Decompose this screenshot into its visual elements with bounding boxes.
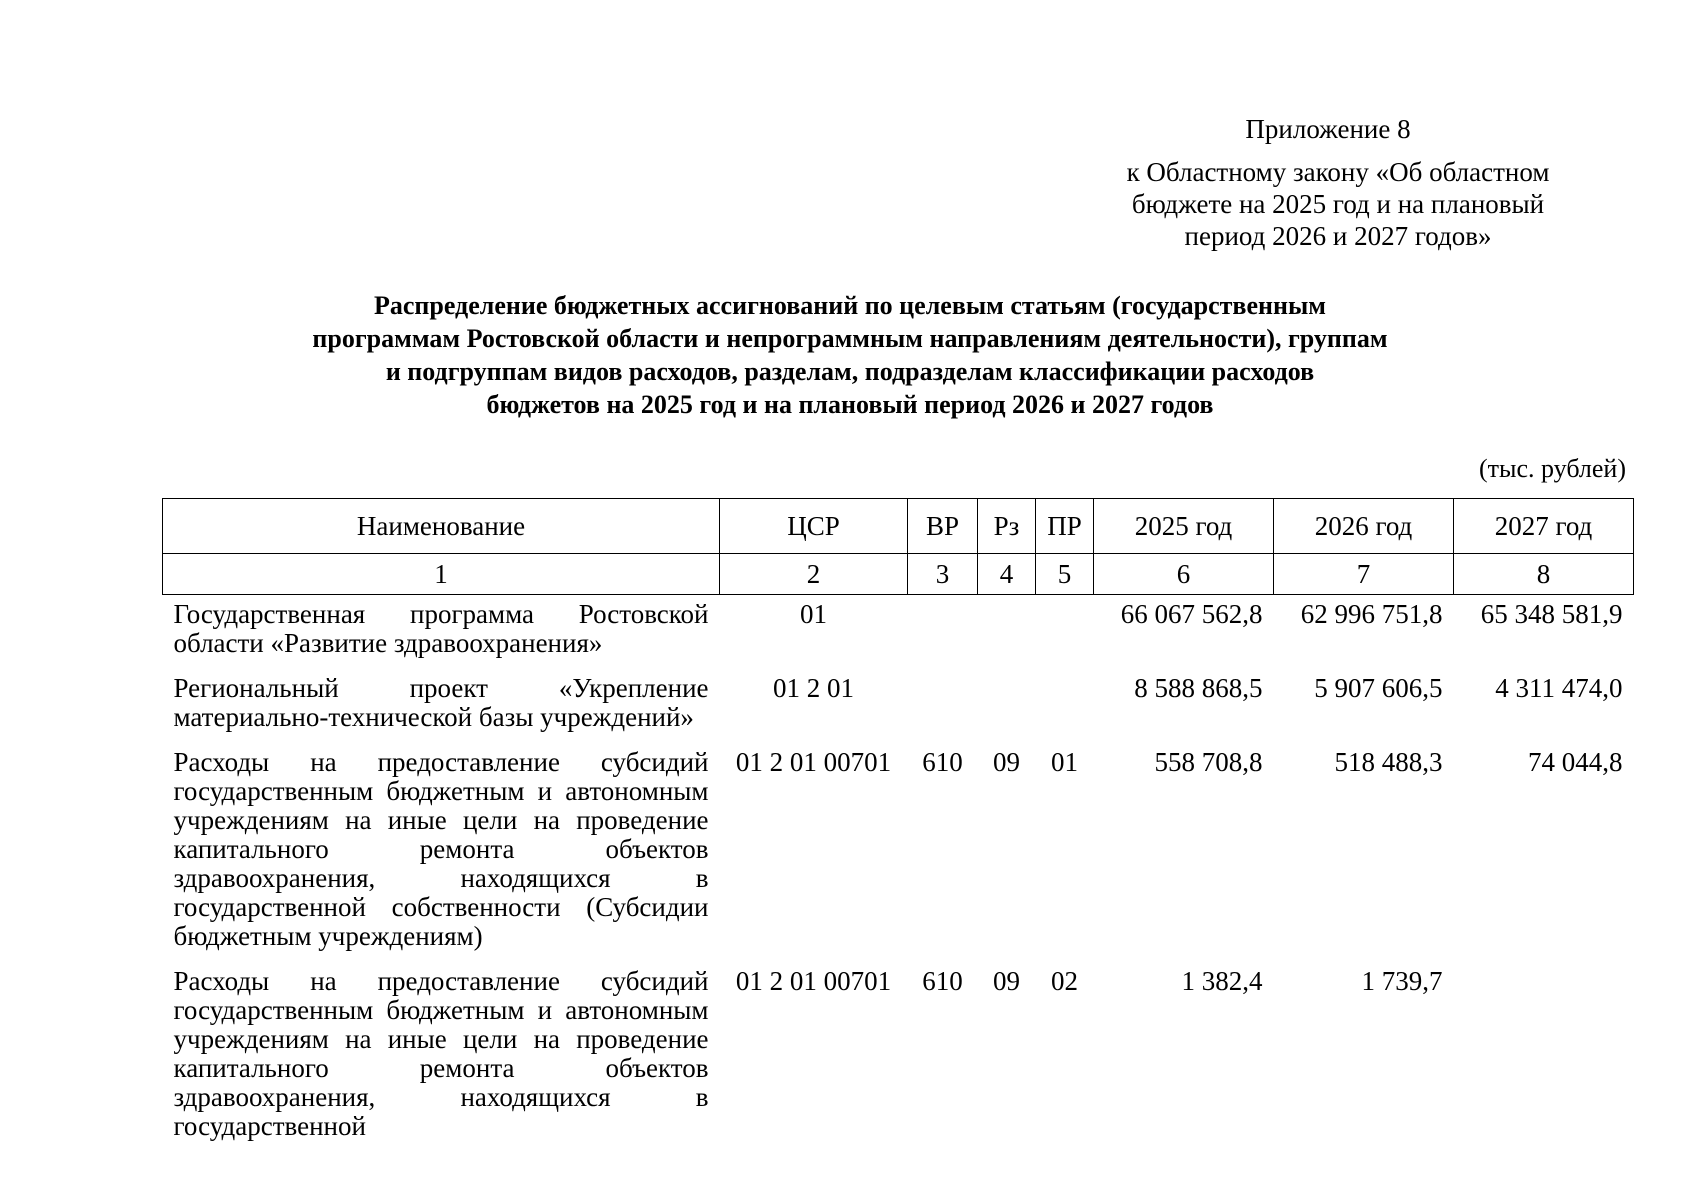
row-2025: 558 708,8 — [1154, 747, 1263, 777]
column-number: 1 — [163, 554, 720, 595]
row-rz: 09 — [993, 966, 1020, 996]
row-2026: 1 739,7 — [1361, 966, 1443, 996]
row-rz — [978, 595, 1036, 667]
unit-label: (тыс. рублей) — [1478, 454, 1626, 483]
row-name: Расходы на предоставление субсидий государственным бюджетным и автономным учреждениям на иные цели на проведение капитального ремонта объектов здравоохранения, находящихся в государственной — [173, 966, 709, 1141]
header-2025: 2025 год — [1094, 499, 1274, 554]
row-2027: 4 311 474,0 — [1495, 673, 1623, 703]
row-csr: 01 2 01 — [773, 673, 854, 703]
header-name: Наименование — [163, 499, 720, 554]
header-csr: ЦСР — [720, 499, 908, 554]
column-number: 6 — [1094, 554, 1274, 595]
title-line: Распределение бюджетных ассигнований по целевым статьям (государственным — [374, 291, 1326, 320]
column-number: 4 — [978, 554, 1036, 595]
column-number-row — [163, 554, 1634, 595]
row-2026: 5 907 606,5 — [1314, 673, 1443, 703]
row-pr: 01 — [1051, 747, 1078, 777]
column-number: 5 — [1036, 554, 1094, 595]
row-vr: 610 — [922, 747, 963, 777]
header-pr: ПР — [1036, 499, 1094, 554]
row-2025: 8 588 868,5 — [1134, 673, 1263, 703]
title-line: и подгруппам видов расходов, разделам, подразделам классификации расходов — [385, 357, 1315, 386]
column-number: 7 — [1274, 554, 1454, 595]
row-csr: 01 — [800, 599, 827, 629]
row-2027: 74 044,8 — [1528, 747, 1623, 777]
row-csr: 01 2 01 00701 — [735, 747, 892, 777]
table-row — [163, 740, 1634, 959]
appendix-line: бюджете на 2025 год и на плановый — [1131, 189, 1545, 219]
appendix-number: Приложение 8 — [1245, 114, 1411, 144]
row-csr: 01 2 01 00701 — [735, 966, 892, 996]
row-name: Региональный проект «Укрепление материально-технической базы учреждений» — [173, 673, 709, 732]
row-rz — [978, 666, 1036, 740]
table-row — [163, 595, 1634, 667]
header-vr: ВР — [908, 499, 978, 554]
row-2026: 518 488,3 — [1334, 747, 1443, 777]
table-row — [163, 666, 1634, 740]
column-number: 8 — [1454, 554, 1634, 595]
appendix-line: к Областному закону «Об областном — [1126, 157, 1550, 187]
row-pr: 02 — [1051, 966, 1078, 996]
row-pr — [1036, 666, 1094, 740]
row-vr — [908, 595, 978, 667]
document-title — [200, 289, 1500, 421]
row-2027: 65 348 581,9 — [1480, 599, 1623, 629]
row-name: Государственная программа Ростовской области «Развитие здравоохранения» — [173, 599, 709, 658]
column-number: 2 — [720, 554, 908, 595]
row-2026: 62 996 751,8 — [1300, 599, 1443, 629]
column-number: 3 — [908, 554, 978, 595]
row-pr — [1036, 595, 1094, 667]
row-rz: 09 — [993, 747, 1020, 777]
row-vr — [908, 666, 978, 740]
header-2026: 2026 год — [1274, 499, 1454, 554]
row-2025: 66 067 562,8 — [1120, 599, 1263, 629]
title-line: бюджетов на 2025 год и на плановый период 2026 и 2027 годов — [486, 390, 1214, 419]
row-2025: 1 382,4 — [1181, 966, 1263, 996]
appendix-line: период 2026 и 2027 годов» — [1184, 221, 1492, 251]
table-row — [163, 959, 1634, 1149]
row-2027 — [1454, 959, 1634, 1149]
row-vr: 610 — [922, 966, 963, 996]
title-line: программам Ростовской области и непрограммным направлениям деятельности), группам — [312, 324, 1388, 353]
row-name: Расходы на предоставление субсидий государственным бюджетным и автономным учреждениям на иные цели на проведение капитального ремонта объектов здравоохранения, находящихся в государственной собственности (Субсидии бюджетным учреждениям) — [173, 747, 709, 951]
header-rz: Рз — [978, 499, 1036, 554]
appendix-reference — [1110, 156, 1566, 252]
budget-table — [162, 498, 1634, 1149]
header-2027: 2027 год — [1454, 499, 1634, 554]
header-row — [163, 499, 1634, 554]
